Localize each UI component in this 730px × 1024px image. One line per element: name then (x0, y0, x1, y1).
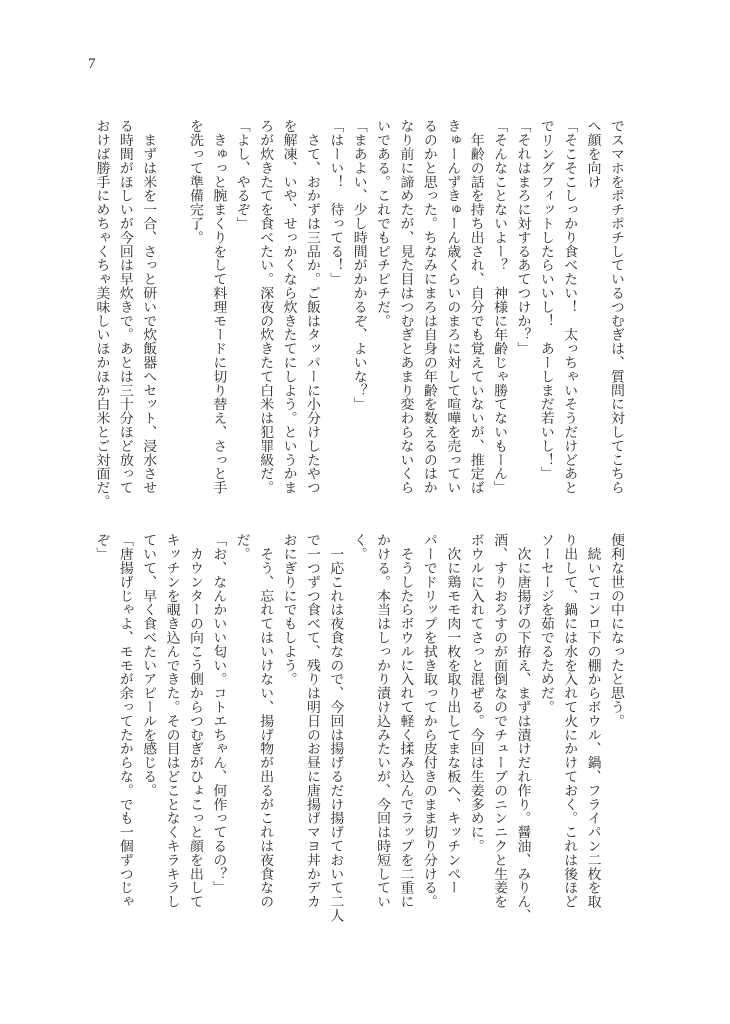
text-line: おにぎりにでもしよう。 (280, 533, 297, 686)
text-line: 「お、なんかいい匂い。コトエちゃん、何作ってるの？」 (210, 533, 227, 895)
text-line: 「はーい！ 待ってる！」 (327, 119, 344, 286)
text-line: 年齢の話を持ち出され、自分でも覚えていないが、推定ば (467, 119, 484, 495)
text-line: きゅっと腕まくりをして料理モードに切り替え、さっと手 (210, 119, 227, 495)
text-line: まずは米を一合、さっと研いで炊飯器へセット、浸水させ (140, 119, 157, 495)
text-line: ボウルに入れてさっと混ぜる。今回は生姜多めに。 (467, 533, 484, 853)
text-line: 「そこそこしっかり食べたい！ 太っちゃいそうだけどあと (561, 119, 578, 495)
text-line: なり前に諦めたが、見た目はつむぎとあまり変わらないくら (397, 119, 414, 495)
text-line: 酒、すりおろすのが面倒なのでチューブのニンニクと生姜を (491, 533, 508, 909)
text-line: を解凍、いや、せっかくなら炊きたてにしよう。というかま (280, 119, 297, 495)
text-line: パーでドリップを拭き取ってから皮付きのまま切り分ける。 (420, 533, 437, 909)
text-line: ソーセージを茹でるためだ。 (537, 533, 554, 714)
text-line: キッチンを覗き込んできた。その目はどことなくキラキラし (163, 533, 180, 909)
blank-line (159, 119, 182, 504)
page-number: 7 (88, 56, 96, 72)
text-line: ていて、早く食べたいアピールを感じる。 (140, 533, 157, 798)
text-line: おけば勝手にめちゃくちゃ美味しいほかほか白米とご対面だ。 (93, 119, 110, 509)
text-line: さて、おかずは三品か。ご飯はタッパーに小分けしたやつ (303, 119, 320, 495)
text-line: る時間がほしいが今回は早炊きで。あとは三十分ほど放って (116, 119, 133, 495)
text-line: いである。これでもピチピチだ。 (374, 119, 391, 328)
text-line: ぞ」 (93, 533, 110, 561)
text-line: 次に唐揚げの下拵え、まずは漬けだれ作り。醤油、みりん、 (514, 533, 531, 923)
text-line: く。 (350, 533, 367, 561)
text-line: で一つずつ食べて、残りは明日のお昼に唐揚げマヨ丼かデカ (303, 533, 320, 909)
text-line: 「唐揚げじゃよ、モモが余ってたからな。でも一個ずつじゃ (116, 533, 133, 909)
text-line: を洗って準備完了。 (186, 119, 203, 245)
text-block-top (89, 119, 627, 509)
text-line: でリングフィットしたらいいし！ あーしまだ若いし！」 (537, 119, 554, 481)
text-line: り出して、鍋には水を入れて火にかけておく。これは後ほど (561, 533, 578, 909)
text-line: そうしたらボウルに入れて軽く揉み込んでラップを二重に (397, 533, 414, 909)
text-line: だ。 (233, 533, 250, 561)
text-line: るのかと思った。ちなみにまろは自身の年齢を数えるのはか (420, 119, 437, 495)
text-line: 便利な世の中になったと思う。 (608, 533, 624, 728)
text-line: ろが炊きたてを食べたい。深夜の炊きたて白米は犯罪級だ。 (257, 119, 274, 495)
text-line: 次に鶏モモ肉一枚を取り出してまな板へ、キッチンペー (444, 533, 461, 895)
text-line: 続いてコンロ下の棚からボウル、鍋、フライパン二枚を取 (584, 533, 601, 909)
text-block-bottom (89, 533, 627, 923)
text-line: そう、忘れてはいけない、揚げ物が出るがこれは夜食なの (257, 533, 274, 909)
text-line: 「よし、やるぞ」 (233, 119, 250, 231)
text-line: 「まあよい、少し時間がかかるぞ、よいな？」 (350, 119, 367, 411)
text-line: きゅーんずきゅーん歳くらいのまろに対して喧嘩を売ってい (444, 119, 461, 495)
text-line: 「そんなことないよー？ 神様に年齢じゃ勝てないもーん」 (491, 119, 508, 495)
text-line: へ顔を向け (584, 119, 601, 189)
text-line: カウンターの向こう側からつむぎがひょこっと顔を出して (186, 533, 203, 909)
text-line: でスマホをポチポチしているつむぎは、質問に対してこちら (608, 119, 624, 495)
text-line: 「それはまろに対するあてつけか？」 (514, 119, 531, 356)
text-line: 一応これは夜食なので、今回は揚げるだけ揚げておいて二人 (327, 533, 344, 923)
text-line: かける。本当はしっかり漬け込みたいが、今回は時短してい (374, 533, 391, 909)
